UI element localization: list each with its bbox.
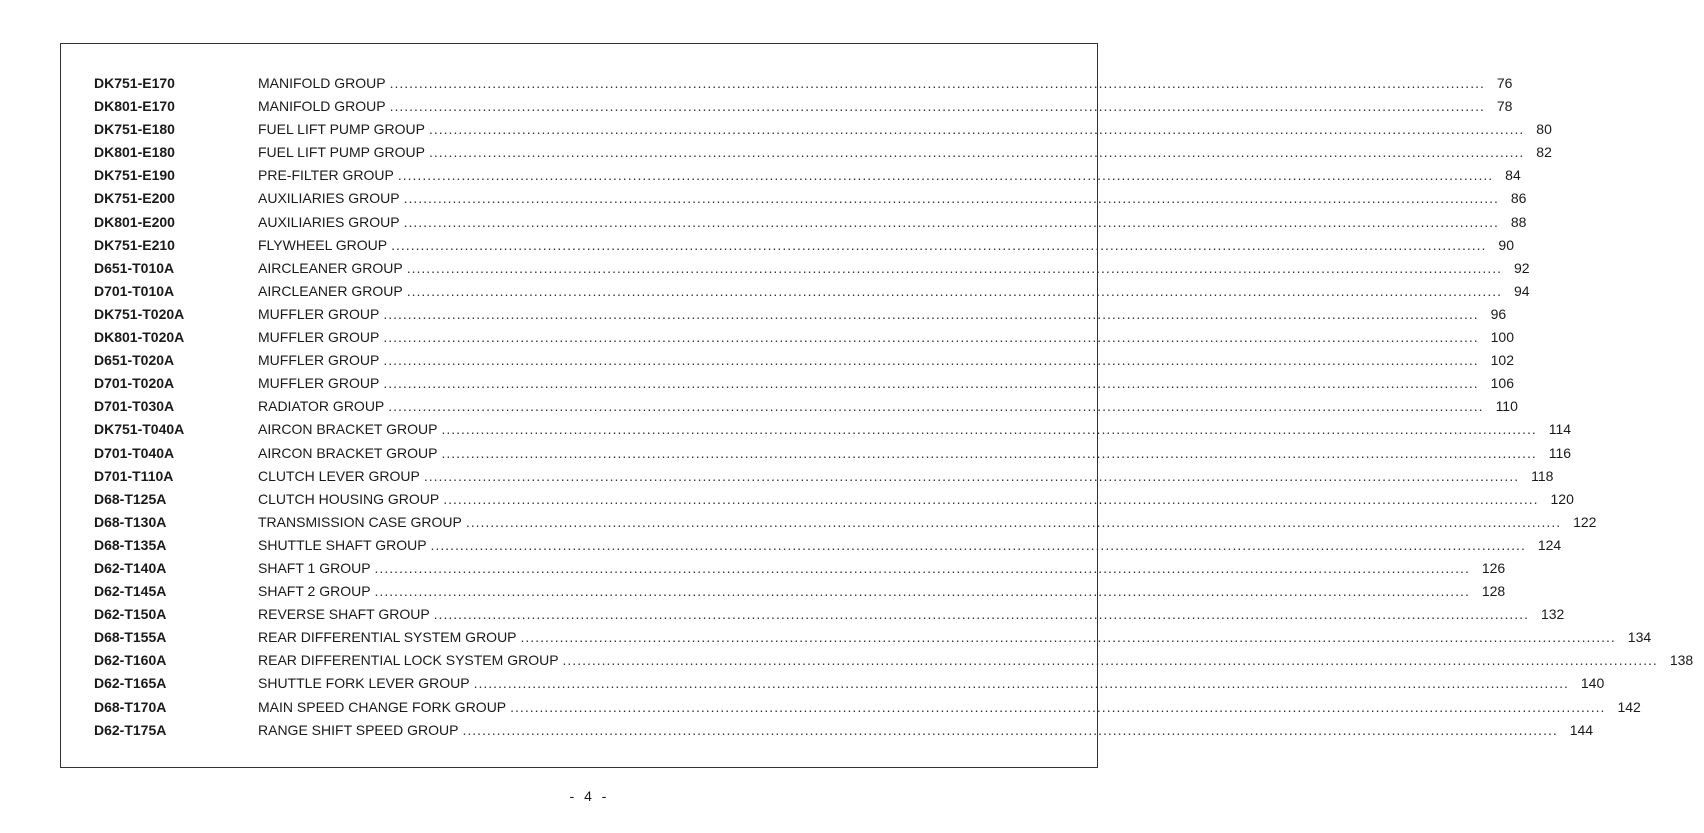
part-code: DK751-E170 bbox=[94, 75, 175, 91]
toc-entry bbox=[94, 603, 1565, 626]
dot-leader: ................................................................................................................................................................................................................................ bbox=[403, 190, 1499, 207]
dot-leader: ................................................................................................................................................................................................................................ bbox=[383, 352, 1479, 369]
dot-leader: ................................................................................................................................................................................................................................ bbox=[383, 329, 1479, 346]
dot-leader: ................................................................................................................................................................................................................................ bbox=[383, 305, 1479, 322]
toc-entry bbox=[94, 465, 1554, 488]
dot-leader: ................................................................................................................................................................................................................................ bbox=[429, 121, 1525, 138]
group-title: SHUTTLE SHAFT GROUP bbox=[258, 536, 427, 553]
toc-entry bbox=[94, 95, 1513, 118]
group-title: FUEL LIFT PUMP GROUP bbox=[258, 121, 425, 138]
part-code: D701-T010A bbox=[94, 282, 175, 299]
page-ref: 134 bbox=[1627, 629, 1652, 646]
page-ref: 122 bbox=[1573, 513, 1597, 530]
toc-entry bbox=[94, 649, 1694, 672]
group-title: AUXILIARIES GROUP bbox=[258, 213, 400, 230]
toc-entry bbox=[94, 626, 1652, 649]
dot-leader: ................................................................................................................................................................................................................................ bbox=[510, 698, 1606, 715]
toc-entry bbox=[94, 557, 1506, 580]
page-ref: 92 bbox=[1513, 259, 1530, 276]
part-code: D62-T150A bbox=[94, 606, 167, 623]
group-title: AIRCON BRACKET GROUP bbox=[258, 421, 438, 438]
page-ref: 138 bbox=[1669, 652, 1694, 669]
entry-title-wrap bbox=[258, 696, 1605, 719]
entry-title-wrap bbox=[258, 118, 1524, 141]
group-title: AIRCLEANER GROUP bbox=[258, 259, 403, 276]
toc-entry bbox=[94, 534, 1562, 557]
group-title: RANGE SHIFT SPEED GROUP bbox=[258, 721, 459, 738]
dot-leader: ................................................................................................................................................................................................................................ bbox=[562, 652, 1658, 669]
part-code: DK751-T020A bbox=[94, 305, 185, 322]
page-ref: 84 bbox=[1505, 167, 1521, 184]
entry-title-wrap bbox=[258, 580, 1470, 603]
part-code: DK801-E170 bbox=[94, 98, 175, 115]
page-frame bbox=[60, 43, 1694, 768]
group-title: AIRCLEANER GROUP bbox=[258, 282, 403, 299]
group-title: MUFFLER GROUP bbox=[258, 375, 380, 392]
toc-entry bbox=[94, 511, 1597, 534]
group-title: MAIN SPEED CHANGE FORK GROUP bbox=[258, 698, 507, 715]
dot-leader: ................................................................................................................................................................................................................................ bbox=[462, 721, 1558, 738]
toc-entry bbox=[94, 418, 1572, 441]
dot-leader: ................................................................................................................................................................................................................................ bbox=[443, 490, 1539, 507]
group-title: CLUTCH LEVER GROUP bbox=[258, 467, 420, 484]
group-title: REVERSE SHAFT GROUP bbox=[258, 606, 430, 623]
toc-entry bbox=[94, 257, 1530, 280]
page-ref: 100 bbox=[1490, 329, 1514, 346]
dot-leader: ................................................................................................................................................................................................................................ bbox=[433, 606, 1529, 623]
part-code: DK751-E210 bbox=[94, 236, 175, 253]
entry-title-wrap bbox=[258, 95, 1485, 118]
entry-title-wrap bbox=[258, 257, 1502, 280]
entry-title-wrap bbox=[258, 141, 1524, 164]
page-ref: 78 bbox=[1496, 98, 1513, 115]
part-code: DK801-E200 bbox=[94, 213, 175, 230]
group-title: MANIFOLD GROUP bbox=[258, 98, 386, 115]
part-code: D701-T020A bbox=[94, 375, 175, 392]
dot-leader: ................................................................................................................................................................................................................................ bbox=[520, 629, 1616, 646]
page-ref: 144 bbox=[1569, 721, 1594, 738]
part-code: D701-T030A bbox=[94, 398, 175, 415]
part-code: DK751-E200 bbox=[94, 190, 175, 207]
entry-title-wrap bbox=[258, 442, 1537, 465]
toc-entry bbox=[94, 696, 1641, 719]
page-ref: 96 bbox=[1490, 305, 1507, 322]
entry-title-wrap bbox=[258, 395, 1484, 418]
group-title: MUFFLER GROUP bbox=[258, 329, 380, 346]
entry-title-wrap bbox=[258, 488, 1539, 511]
part-code: D68-T155A bbox=[94, 629, 167, 646]
toc-entry bbox=[94, 719, 1594, 742]
dot-leader: ................................................................................................................................................................................................................................ bbox=[473, 675, 1569, 692]
dot-leader: ................................................................................................................................................................................................................................ bbox=[429, 144, 1525, 161]
group-title: TRANSMISSION CASE GROUP bbox=[258, 513, 462, 530]
entry-title-wrap bbox=[258, 326, 1479, 349]
dot-leader: ................................................................................................................................................................................................................................ bbox=[423, 467, 1520, 484]
page-ref: 86 bbox=[1510, 190, 1527, 207]
entry-title-wrap bbox=[258, 603, 1529, 626]
page-ref: 102 bbox=[1490, 352, 1514, 369]
page-ref: 116 bbox=[1548, 444, 1572, 461]
part-code: DK751-T040A bbox=[94, 421, 185, 438]
toc-entry bbox=[94, 118, 1552, 141]
toc-entry bbox=[94, 442, 1572, 465]
dot-leader: ................................................................................................................................................................................................................................ bbox=[374, 559, 1470, 576]
toc-entry bbox=[94, 326, 1514, 349]
dot-leader: ................................................................................................................................................................................................................................ bbox=[388, 398, 1484, 415]
dot-leader: ................................................................................................................................................................................................................................ bbox=[374, 583, 1470, 600]
part-code: D62-T160A bbox=[94, 652, 167, 669]
page-ref: 114 bbox=[1548, 421, 1572, 438]
entry-title-wrap bbox=[258, 672, 1569, 695]
page-ref: 118 bbox=[1531, 467, 1554, 484]
table-of-contents bbox=[94, 72, 1694, 742]
group-title: FUEL LIFT PUMP GROUP bbox=[258, 144, 425, 161]
toc-entry bbox=[94, 672, 1605, 695]
part-code: DK801-T020A bbox=[94, 329, 185, 346]
part-code: D68-T125A bbox=[94, 490, 167, 507]
dot-leader: ................................................................................................................................................................................................................................ bbox=[383, 375, 1479, 392]
dot-leader: ................................................................................................................................................................................................................................ bbox=[441, 421, 1537, 438]
page-number: - 4 - bbox=[569, 788, 610, 804]
page-ref: 94 bbox=[1513, 282, 1530, 299]
part-code: D62-T140A bbox=[94, 559, 167, 576]
entry-title-wrap bbox=[258, 211, 1499, 234]
toc-entry bbox=[94, 349, 1514, 372]
part-code: D62-T145A bbox=[94, 583, 167, 600]
toc-entry bbox=[94, 72, 1513, 95]
entry-title-wrap bbox=[258, 164, 1493, 187]
page-ref: 142 bbox=[1617, 698, 1641, 715]
dot-leader: ................................................................................................................................................................................................................................ bbox=[465, 513, 1562, 530]
entry-title-wrap bbox=[258, 719, 1558, 742]
group-title: FLYWHEEL GROUP bbox=[258, 236, 388, 253]
toc-entry bbox=[94, 187, 1527, 210]
dot-leader: ................................................................................................................................................................................................................................ bbox=[389, 75, 1485, 91]
page-ref: 140 bbox=[1580, 675, 1605, 692]
page-ref: 88 bbox=[1510, 213, 1527, 230]
dot-leader: ................................................................................................................................................................................................................................ bbox=[406, 259, 1502, 276]
page-ref: 120 bbox=[1550, 490, 1574, 507]
dot-leader: ................................................................................................................................................................................................................................ bbox=[406, 282, 1502, 299]
toc-entry bbox=[94, 303, 1507, 326]
dot-leader: ................................................................................................................................................................................................................................ bbox=[403, 213, 1499, 230]
toc-entry bbox=[94, 141, 1552, 164]
page-ref: 126 bbox=[1481, 559, 1506, 576]
group-title: CLUTCH HOUSING GROUP bbox=[258, 490, 440, 507]
page-ref: 110 bbox=[1495, 398, 1518, 415]
group-title: SHAFT 2 GROUP bbox=[258, 583, 371, 600]
group-title: AUXILIARIES GROUP bbox=[258, 190, 400, 207]
toc-entry bbox=[94, 580, 1506, 603]
group-title: MUFFLER GROUP bbox=[258, 305, 380, 322]
page-ref: 82 bbox=[1536, 144, 1552, 161]
entry-title-wrap bbox=[258, 626, 1616, 649]
page-ref: 132 bbox=[1540, 606, 1565, 623]
toc-entry bbox=[94, 372, 1514, 395]
dot-leader: ................................................................................................................................................................................................................................ bbox=[389, 98, 1485, 115]
entry-title-wrap bbox=[258, 280, 1502, 303]
part-code: D651-T010A bbox=[94, 259, 175, 276]
group-title: REAR DIFFERENTIAL SYSTEM GROUP bbox=[258, 629, 517, 646]
entry-title-wrap bbox=[258, 418, 1537, 441]
toc-entry bbox=[94, 164, 1521, 187]
entry-title-wrap bbox=[258, 72, 1485, 95]
part-code: D701-T040A bbox=[94, 444, 175, 461]
entry-title-wrap bbox=[258, 303, 1479, 326]
group-title: SHAFT 1 GROUP bbox=[258, 559, 371, 576]
group-title: MUFFLER GROUP bbox=[258, 352, 380, 369]
page-ref: 124 bbox=[1537, 536, 1562, 553]
toc-entry bbox=[94, 395, 1518, 418]
page-ref: 128 bbox=[1481, 583, 1506, 600]
entry-title-wrap bbox=[258, 557, 1470, 580]
entry-title-wrap bbox=[258, 465, 1519, 488]
entry-title-wrap bbox=[258, 349, 1479, 372]
entry-title-wrap bbox=[258, 372, 1479, 395]
part-code: D68-T130A bbox=[94, 513, 167, 530]
part-code: D68-T170A bbox=[94, 698, 167, 715]
page-ref: 76 bbox=[1496, 75, 1513, 91]
part-code: D68-T135A bbox=[94, 536, 167, 553]
dot-leader: ................................................................................................................................................................................................................................ bbox=[430, 536, 1526, 553]
toc-entry bbox=[94, 234, 1514, 257]
toc-entry bbox=[94, 211, 1527, 234]
entry-title-wrap bbox=[258, 534, 1526, 557]
page-ref: 90 bbox=[1498, 236, 1514, 253]
entry-title-wrap bbox=[258, 511, 1561, 534]
part-code: D62-T175A bbox=[94, 721, 167, 738]
group-title: AIRCON BRACKET GROUP bbox=[258, 444, 438, 461]
dot-leader: ................................................................................................................................................................................................................................ bbox=[391, 236, 1487, 253]
entry-title-wrap bbox=[258, 649, 1658, 672]
page-ref: 106 bbox=[1490, 375, 1514, 392]
part-code: DK751-E180 bbox=[94, 121, 175, 138]
group-title: PRE-FILTER GROUP bbox=[258, 167, 394, 184]
entry-title-wrap bbox=[258, 187, 1499, 210]
group-title: REAR DIFFERENTIAL LOCK SYSTEM GROUP bbox=[258, 652, 559, 669]
toc-entry bbox=[94, 280, 1530, 303]
part-code: D62-T165A bbox=[94, 675, 167, 692]
page-ref: 80 bbox=[1536, 121, 1552, 138]
part-code: DK751-E190 bbox=[94, 167, 175, 184]
group-title: RADIATOR GROUP bbox=[258, 398, 385, 415]
entry-title-wrap bbox=[258, 234, 1486, 257]
group-title: MANIFOLD GROUP bbox=[258, 75, 386, 91]
part-code: DK801-E180 bbox=[94, 144, 175, 161]
part-code: D701-T110A bbox=[94, 467, 174, 484]
toc-entry bbox=[94, 488, 1574, 511]
part-code: D651-T020A bbox=[94, 352, 175, 369]
group-title: SHUTTLE FORK LEVER GROUP bbox=[258, 675, 470, 692]
dot-leader: ................................................................................................................................................................................................................................ bbox=[397, 167, 1494, 184]
dot-leader: ................................................................................................................................................................................................................................ bbox=[441, 444, 1537, 461]
